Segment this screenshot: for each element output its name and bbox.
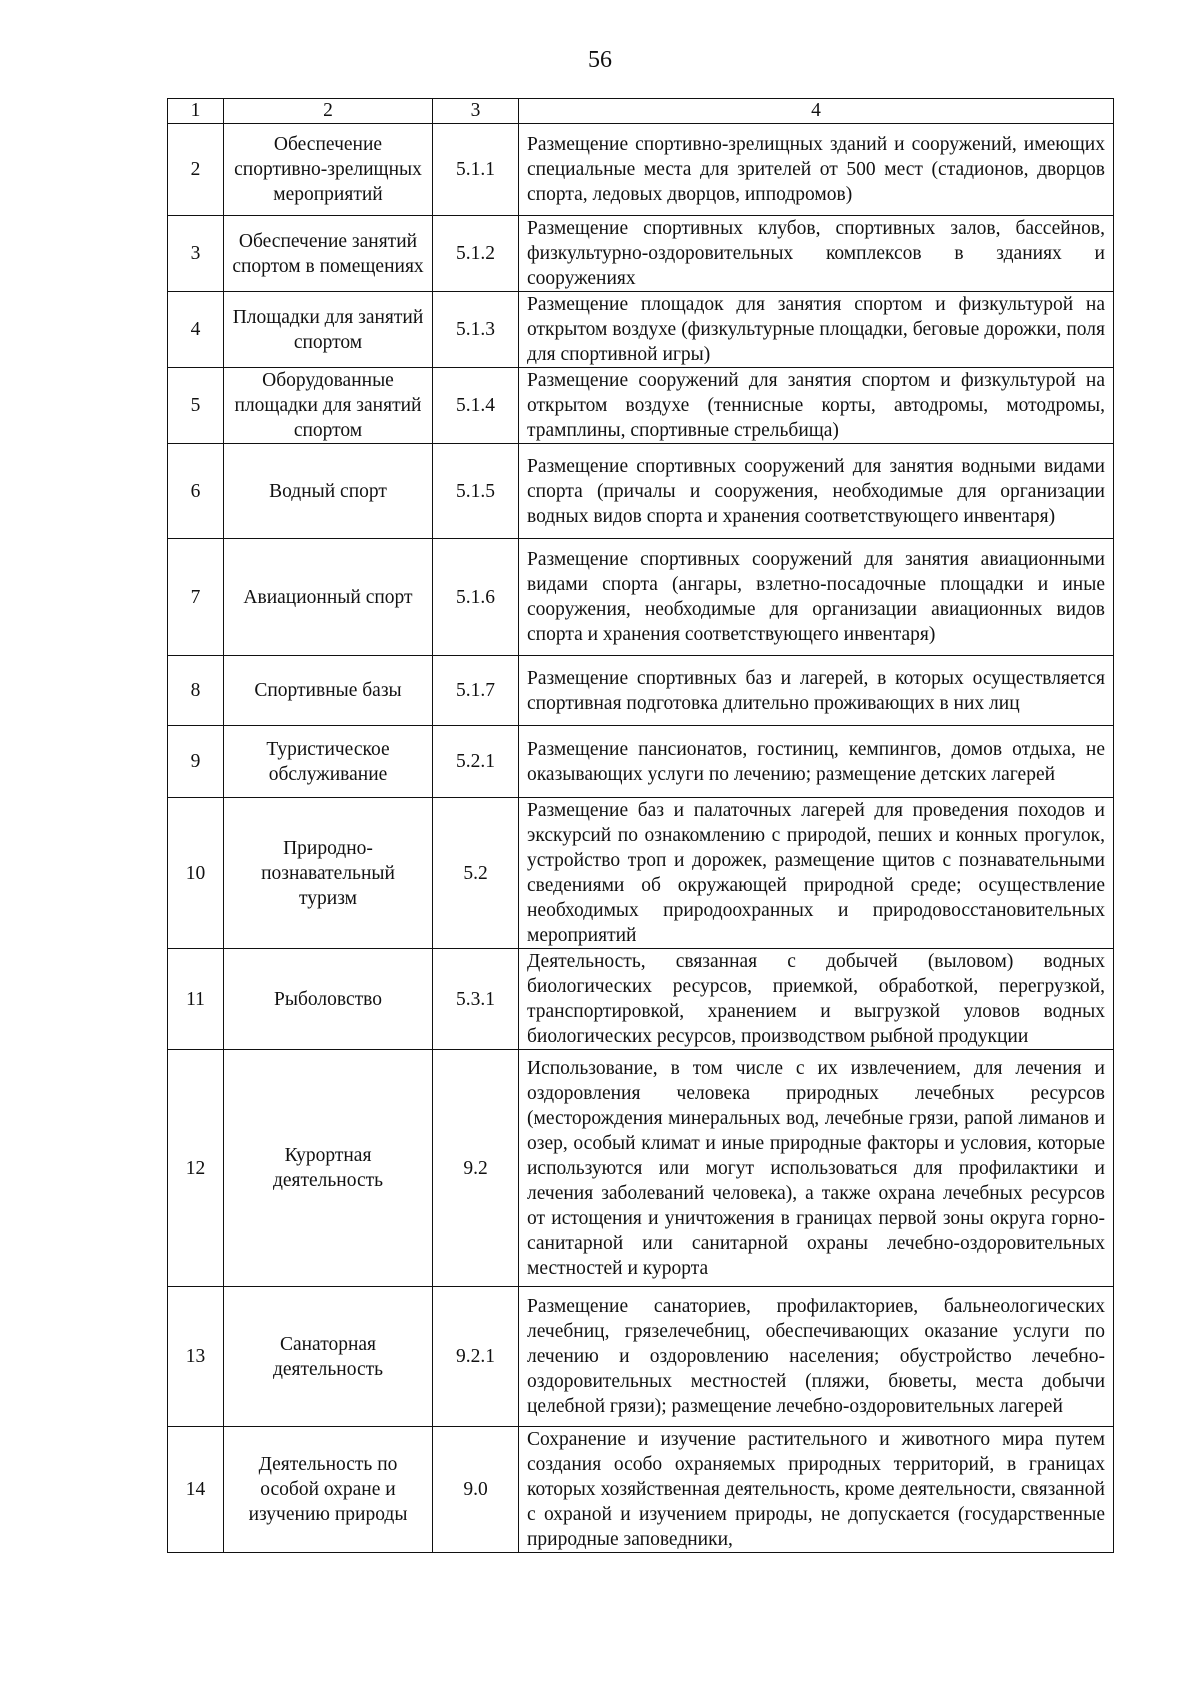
use-type-description: Размещение сооружений для занятия спортом и физкультурой на открытом воздухе (теннисные корты, автодромы, мотодромы, трамплины, спортивные стрельбища) bbox=[519, 368, 1114, 444]
use-type-description: Размещение спортивно-зрелищных зданий и сооружений, имеющих специальные места для зрителей от 500 мест (стадионов, дворцов спорта, ледовых дворцов, ипподромов) bbox=[519, 124, 1114, 216]
table-row bbox=[168, 1287, 1114, 1427]
table-row bbox=[168, 444, 1114, 539]
table-row bbox=[168, 1050, 1114, 1287]
use-type-code: 5.3.1 bbox=[433, 949, 519, 1050]
use-type-name: Рыболовство bbox=[224, 949, 433, 1050]
table-row bbox=[168, 656, 1114, 726]
table-row bbox=[168, 1427, 1114, 1553]
land-use-table bbox=[167, 98, 1114, 1553]
use-type-name: Оборудованные площадки для занятий спортом bbox=[224, 368, 433, 444]
use-type-code: 5.2.1 bbox=[433, 726, 519, 798]
use-type-name: Санаторная деятельность bbox=[224, 1287, 433, 1427]
use-type-code: 9.2.1 bbox=[433, 1287, 519, 1427]
row-number: 11 bbox=[168, 949, 224, 1050]
row-number: 7 bbox=[168, 539, 224, 656]
use-type-description: Размещение баз и палаточных лагерей для проведения походов и экскурсий по ознакомлению с природой, пеших и конных прогулок, устройство троп и дорожек, размещение щитов с познавательными сведениями об окружающей природной среде; осуществление необходимых природоохранных и природовосстановительных мероприятий bbox=[519, 798, 1114, 949]
use-type-description: Размещение спортивных клубов, спортивных залов, бассейнов, физкультурно-оздоровительных комплексов в зданиях и сооружениях bbox=[519, 216, 1114, 292]
use-type-code: 5.1.2 bbox=[433, 216, 519, 292]
column-header: 3 bbox=[433, 99, 519, 124]
use-type-name: Деятельность по особой охране и изучению природы bbox=[224, 1427, 433, 1553]
use-type-name: Водный спорт bbox=[224, 444, 433, 539]
use-type-name: Туристическое обслуживание bbox=[224, 726, 433, 798]
use-type-description: Размещение пансионатов, гостиниц, кемпингов, домов отдыха, не оказывающих услуги по лечению; размещение детских лагерей bbox=[519, 726, 1114, 798]
use-type-name: Площадки для занятий спортом bbox=[224, 292, 433, 368]
use-type-description: Размещение спортивных сооружений для занятия водными видами спорта (причалы и сооружения, необходимые для организации водных видов спорта и хранения соответствующего инвентаря) bbox=[519, 444, 1114, 539]
column-header: 1 bbox=[168, 99, 224, 124]
use-type-description: Использование, в том числе с их извлечением, для лечения и оздоровления человека природных лечебных ресурсов (месторождения минеральных вод, лечебные грязи, рапой лиманов и озер, особый климат и иные природные факторы и условия, которые используются или могут использоваться для профилактики и лечения заболеваний человека), а также охрана лечебных ресурсов от истощения и уничтожения в границах первой зоны округа горно-санитарной или санитарной охраны лечебно-оздоровительных местностей и курорта bbox=[519, 1050, 1114, 1287]
row-number: 13 bbox=[168, 1287, 224, 1427]
use-type-code: 5.1.7 bbox=[433, 656, 519, 726]
table-row bbox=[168, 368, 1114, 444]
table-row bbox=[168, 539, 1114, 656]
use-type-description: Деятельность, связанная с добычей (выловом) водных биологических ресурсов, приемкой, обработкой, перегрузкой, транспортировкой, хранением и выгрузкой уловов водных биологических ресурсов, производством рыбной продукции bbox=[519, 949, 1114, 1050]
use-type-code: 5.1.1 bbox=[433, 124, 519, 216]
table-row bbox=[168, 949, 1114, 1050]
table-row bbox=[168, 216, 1114, 292]
table-body bbox=[168, 124, 1114, 1553]
row-number: 3 bbox=[168, 216, 224, 292]
use-type-description: Сохранение и изучение растительного и животного мира путем создания особо охраняемых природных территорий, в границах которых хозяйственная деятельность, кроме деятельности, связанной с охраной и изучением природы, не допускается (государственные природные заповедники, bbox=[519, 1427, 1114, 1553]
use-type-code: 5.1.6 bbox=[433, 539, 519, 656]
use-type-name: Курортная деятельность bbox=[224, 1050, 433, 1287]
use-type-code: 5.1.4 bbox=[433, 368, 519, 444]
use-type-name: Обеспечение занятий спортом в помещениях bbox=[224, 216, 433, 292]
table-row bbox=[168, 292, 1114, 368]
row-number: 4 bbox=[168, 292, 224, 368]
column-header: 4 bbox=[519, 99, 1114, 124]
column-header: 2 bbox=[224, 99, 433, 124]
table-header-row bbox=[168, 99, 1114, 124]
row-number: 8 bbox=[168, 656, 224, 726]
use-type-code: 5.2 bbox=[433, 798, 519, 949]
use-type-name: Авиационный спорт bbox=[224, 539, 433, 656]
table-row bbox=[168, 798, 1114, 949]
row-number: 2 bbox=[168, 124, 224, 216]
table-row bbox=[168, 124, 1114, 216]
row-number: 10 bbox=[168, 798, 224, 949]
use-type-description: Размещение спортивных баз и лагерей, в которых осуществляется спортивная подготовка длительно проживающих в них лиц bbox=[519, 656, 1114, 726]
use-type-name: Природно-познавательный туризм bbox=[224, 798, 433, 949]
row-number: 9 bbox=[168, 726, 224, 798]
row-number: 12 bbox=[168, 1050, 224, 1287]
use-type-description: Размещение спортивных сооружений для занятия авиационными видами спорта (ангары, взлетно-посадочные площадки и иные сооружения, необходимые для организации авиационных видов спорта и хранения соответствующего инвентаря) bbox=[519, 539, 1114, 656]
use-type-name: Обеспечение спортивно-зрелищных мероприятий bbox=[224, 124, 433, 216]
use-type-code: 9.0 bbox=[433, 1427, 519, 1553]
row-number: 5 bbox=[168, 368, 224, 444]
use-type-code: 5.1.5 bbox=[433, 444, 519, 539]
use-type-code: 5.1.3 bbox=[433, 292, 519, 368]
row-number: 14 bbox=[168, 1427, 224, 1553]
use-type-description: Размещение площадок для занятия спортом и физкультурой на открытом воздухе (физкультурные площадки, беговые дорожки, поля для спортивной игры) bbox=[519, 292, 1114, 368]
use-type-description: Размещение санаториев, профилакториев, бальнеологических лечебниц, грязелечебниц, обеспечивающих оказание услуги по лечению и оздоровлению населения; обустройство лечебно-оздоровительных местностей (пляжи, бюветы, места добычи целебной грязи); размещение лечебно-оздоровительных лагерей bbox=[519, 1287, 1114, 1427]
row-number: 6 bbox=[168, 444, 224, 539]
table-row bbox=[168, 726, 1114, 798]
use-type-code: 9.2 bbox=[433, 1050, 519, 1287]
page-number: 56 bbox=[588, 47, 612, 73]
use-type-name: Спортивные базы bbox=[224, 656, 433, 726]
